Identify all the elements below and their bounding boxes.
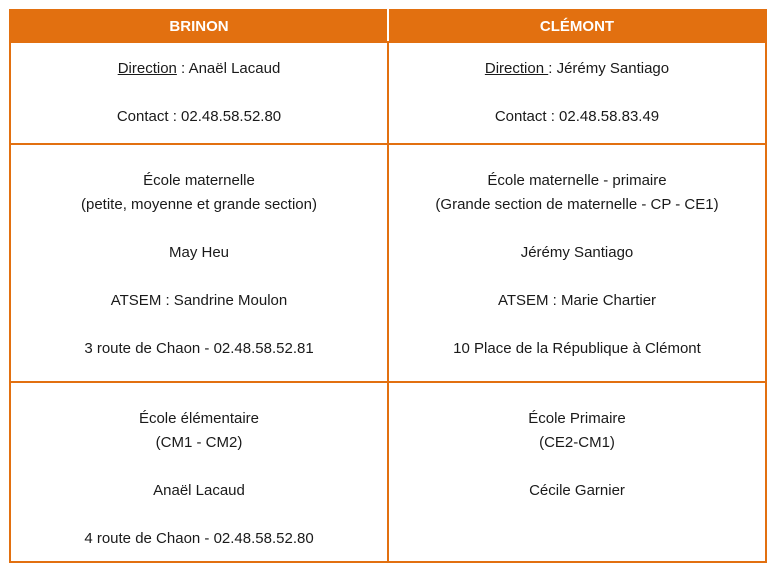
schools-table xyxy=(9,9,767,563)
clemont-maternelle-title: École maternelle - primaire xyxy=(487,172,667,189)
elementaire-row xyxy=(10,382,766,562)
brinon-elementaire-cell xyxy=(10,382,388,562)
header-brinon: BRINON xyxy=(10,10,388,42)
clemont-direction-cell xyxy=(388,42,766,144)
clemont-direction-line xyxy=(389,57,765,81)
maternelle-row xyxy=(10,144,766,382)
brinon-maternelle-cell xyxy=(10,144,388,382)
clemont-maternelle-teacher: Jérémy Santiago xyxy=(520,244,634,261)
brinon-direction-cell xyxy=(10,42,388,144)
brinon-maternelle-subtitle: (petite, moyenne et grande section) xyxy=(81,196,317,213)
brinon-elementaire-title: École élémentaire xyxy=(138,410,260,427)
clemont-primaire-cell xyxy=(388,382,766,562)
clemont-direction-sep: : xyxy=(548,60,557,77)
brinon-maternelle-teacher: May Heu xyxy=(168,244,230,261)
brinon-direction-name: Anaël Lacaud xyxy=(188,60,281,77)
direction-row xyxy=(10,42,766,144)
clemont-contact: Contact : 02.48.58.83.49 xyxy=(494,108,660,125)
header-row xyxy=(10,10,766,42)
brinon-elementaire-address: 4 route de Chaon - 02.48.58.52.80 xyxy=(84,530,314,547)
brinon-maternelle-title: École maternelle xyxy=(143,172,255,189)
brinon-elementaire-teacher: Anaël Lacaud xyxy=(153,482,245,499)
clemont-primaire-title: École Primaire xyxy=(528,410,626,427)
clemont-maternelle-cell xyxy=(388,144,766,382)
brinon-elementaire-subtitle: (CM1 - CM2) xyxy=(155,434,243,451)
clemont-maternelle-atsem: ATSEM : Marie Chartier xyxy=(497,292,657,309)
brinon-direction-label: Direction xyxy=(117,60,177,77)
clemont-primaire-subtitle: (CE2-CM1) xyxy=(539,434,615,451)
brinon-contact: Contact : 02.48.58.52.80 xyxy=(116,108,282,125)
header-clemont: CLÉMONT xyxy=(388,10,766,42)
clemont-maternelle-address: 10 Place de la République à Clémont xyxy=(453,340,701,357)
brinon-maternelle-atsem: ATSEM : Sandrine Moulon xyxy=(110,292,288,309)
brinon-maternelle-address: 3 route de Chaon - 02.48.58.52.81 xyxy=(84,340,314,357)
clemont-direction-name: Jérémy Santiago xyxy=(556,60,670,77)
brinon-direction-line xyxy=(11,57,387,81)
clemont-direction-label: Direction xyxy=(484,60,549,77)
clemont-maternelle-subtitle: (Grande section de maternelle - CP - CE1) xyxy=(435,196,719,213)
brinon-direction-sep: : xyxy=(176,60,189,77)
clemont-primaire-teacher: Cécile Garnier xyxy=(529,482,625,499)
